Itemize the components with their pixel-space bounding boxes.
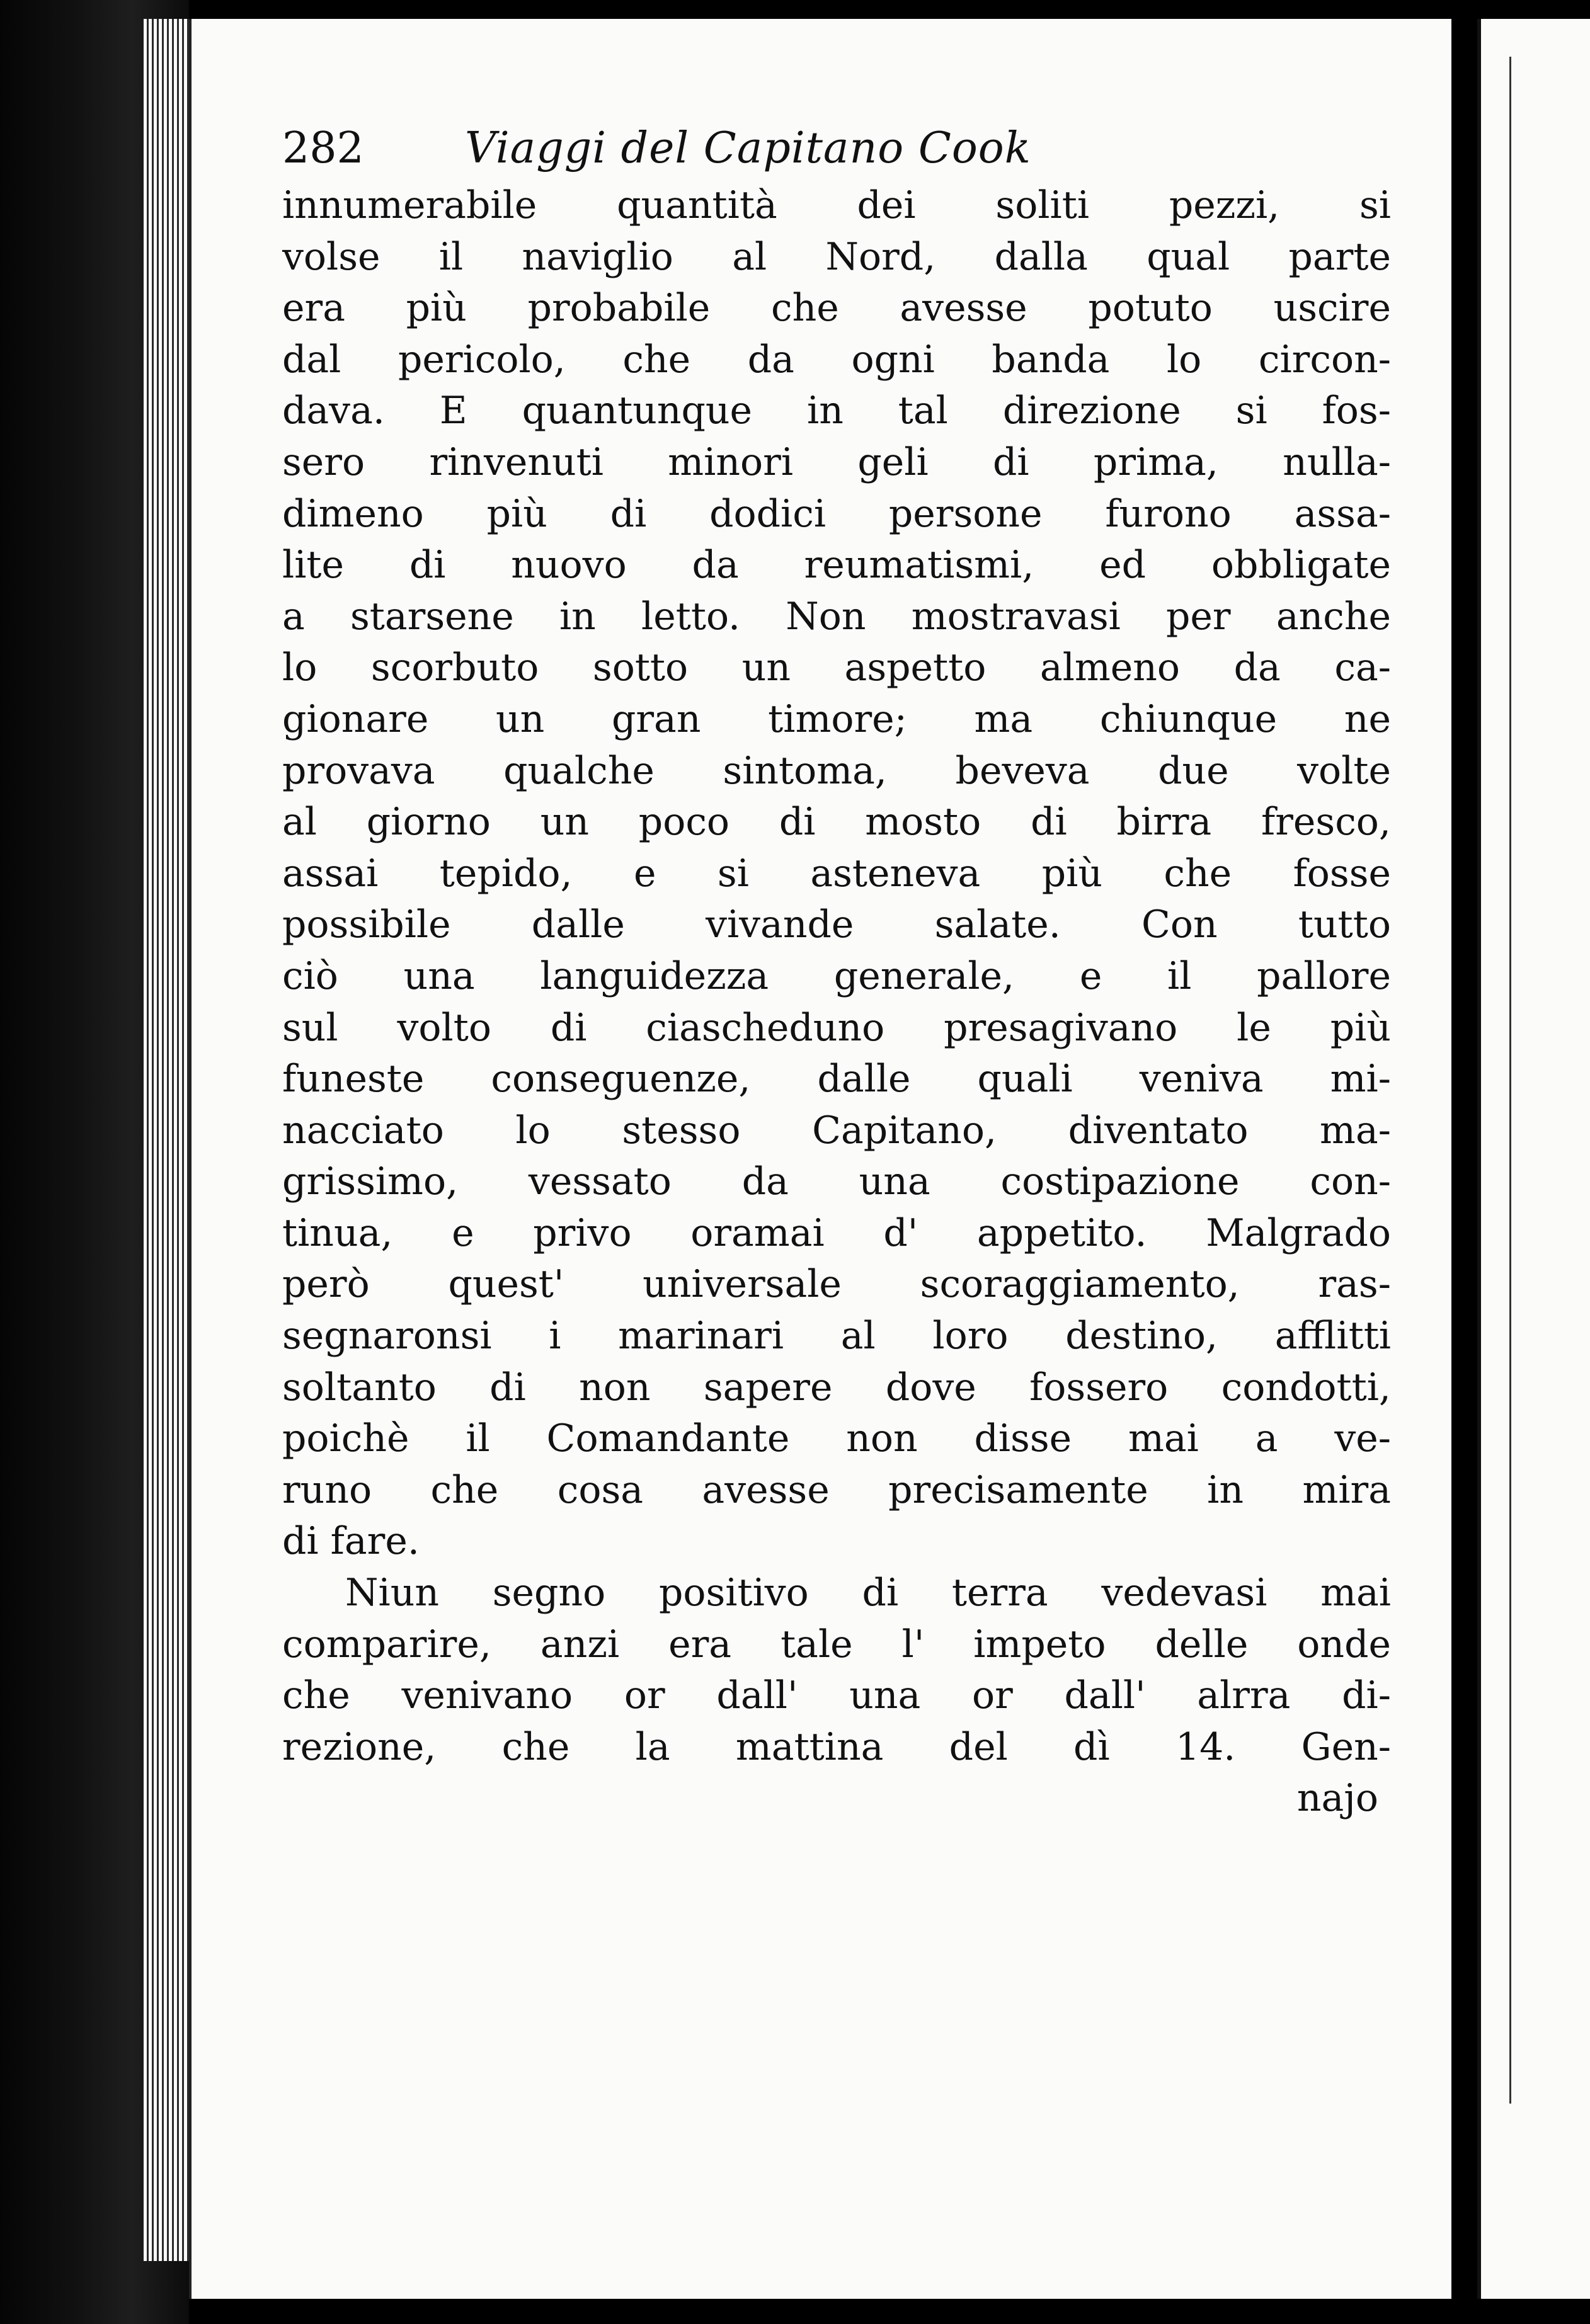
text-line: soltanto di non sapere dove fossero condotti, — [282, 1365, 1391, 1410]
text-line: comparire, anzi era tale l' impeto delle onde — [282, 1622, 1391, 1666]
text-line: nacciato lo stesso Capitano, diventato ma- — [282, 1108, 1391, 1153]
body-text — [282, 180, 1391, 1773]
running-title: Viaggi del Capitano Cook — [465, 123, 1031, 173]
text-line: tinua, e privo oramai d' appetito. Malgrado — [282, 1210, 1391, 1255]
text-line: Niun segno positivo di terra vedevasi mai — [345, 1571, 1391, 1615]
text-line: provava qualche sintoma, beveva due volte — [282, 748, 1391, 793]
text-line: di fare. — [282, 1519, 420, 1564]
text-line: grissimo, vessato da una costipazione con- — [282, 1159, 1391, 1204]
text-line: rezione, che la mattina del dì 14. Gen- — [282, 1724, 1391, 1769]
text-line: dava. E quantunque in tal direzione si fos- — [282, 389, 1391, 433]
text-line: volse il naviglio al Nord, dalla qual parte — [282, 234, 1391, 279]
page-number: 282 — [282, 123, 364, 173]
text-line: però quest' universale scoraggiamento, ras- — [282, 1262, 1391, 1307]
text-line: innumerabile quantità dei soliti pezzi, si — [282, 183, 1391, 227]
page-text-block — [282, 117, 1391, 1825]
running-head — [282, 117, 1391, 180]
catchword: najo — [1296, 1776, 1378, 1821]
text-line: poichè il Comandante non disse mai a ve- — [282, 1416, 1391, 1461]
text-line: ciò una languidezza generale, e il pallore — [282, 954, 1391, 998]
text-line: dal pericolo, che da ogni banda lo circon- — [282, 337, 1391, 382]
text-line: a starsene in letto. Non mostravasi per anche — [282, 594, 1391, 639]
text-line: segnaronsi i marinari al loro destino, afflitti — [282, 1314, 1391, 1359]
next-page-edge — [1477, 19, 1590, 2299]
text-line: dimeno più di dodici persone furono assa- — [282, 491, 1391, 536]
text-line: funeste conseguenze, dalle quali veniva mi- — [282, 1057, 1391, 1102]
text-line: lo scorbuto sotto un aspetto almeno da ca- — [282, 646, 1391, 690]
text-line: sul volto di ciascheduno presagivano le più — [282, 1005, 1391, 1050]
text-line: al giorno un poco di mosto di birra fresco, — [282, 800, 1391, 845]
text-line: gionare un gran timore; ma chiunque ne — [282, 697, 1391, 741]
text-line: runo che cosa avesse precisamente in mira — [282, 1467, 1391, 1512]
text-line: lite di nuovo da reumatismi, ed obbligate — [282, 543, 1391, 588]
next-page-line — [1509, 57, 1511, 2104]
text-line: assai tepido, e si asteneva più che fosse — [282, 851, 1391, 896]
text-line: che venivano or dall' una or dall' alrra di- — [282, 1673, 1391, 1718]
text-line: sero rinvenuti minori geli di prima, nulla- — [282, 440, 1391, 484]
text-line: era più probabile che avesse potuto uscire — [282, 286, 1391, 331]
text-line: possibile dalle vivande salate. Con tutto — [282, 903, 1391, 947]
